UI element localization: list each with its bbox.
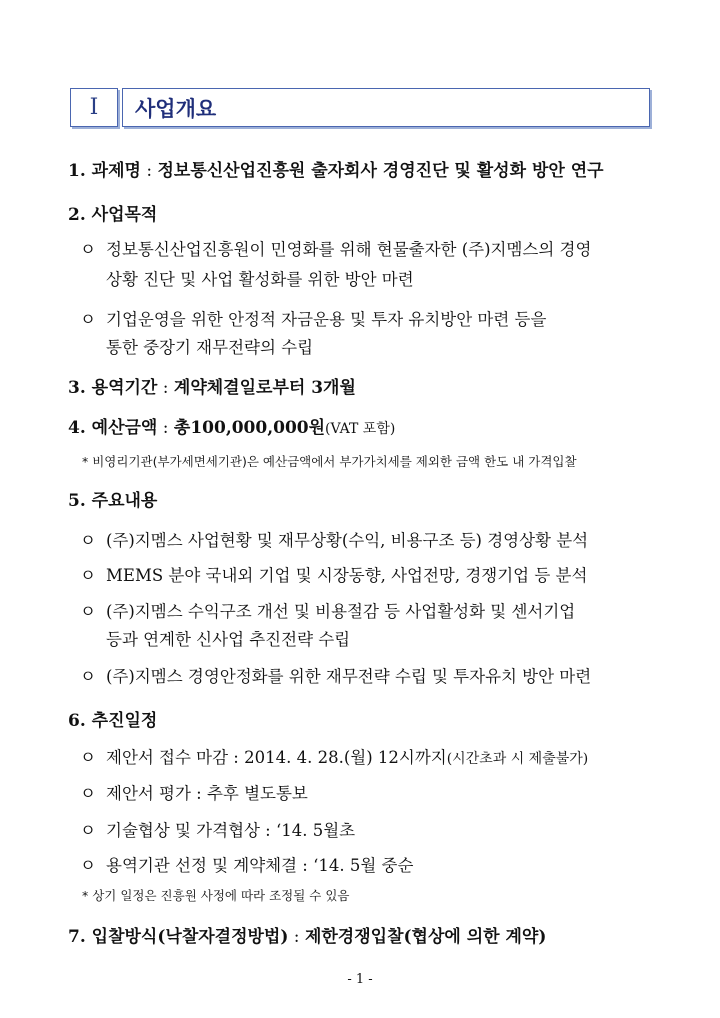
purpose-item-2	[80, 306, 546, 330]
bullet-icon: ㅇ	[80, 821, 96, 840]
schedule-footnote: * 상기 일정은 진흥원 사정에 따라 조정될 수 있음	[82, 888, 350, 903]
bullet-icon: ㅇ	[80, 748, 96, 767]
bidding-method-label: 7. 입찰방식(낙찰자결정방법)	[68, 927, 289, 947]
budget-value: 총100,000,000원	[173, 418, 326, 438]
section-title: 사업개요	[122, 88, 650, 127]
bullet-icon: ㅇ	[80, 856, 96, 875]
service-period-value: 계약체결일로부터 3개월	[173, 378, 356, 398]
main-content-label: 5. 주요내용	[68, 491, 158, 511]
purpose-item-2-line-2: 통한 중장기 재무전략의 수립	[106, 338, 314, 357]
schedule-item-2-text: 제안서 평가 : 추후 별도통보	[106, 784, 308, 803]
schedule-item-4-text: 용역기관 선정 및 계약체결 : ‘14. 5월 중순	[106, 856, 414, 875]
purpose-item-2-line-1: 기업운영을 위한 안정적 자금운용 및 투자 유치방안 마련 등을	[106, 310, 547, 329]
schedule-label: 6. 추진일정	[68, 711, 158, 731]
schedule-item-4	[80, 852, 413, 876]
bullet-icon: ㅇ	[80, 784, 96, 803]
schedule-item-1-text: 제안서 접수 마감 : 2014. 4. 28.(월) 12시까지	[106, 748, 447, 767]
bullet-icon: ㅇ	[80, 566, 96, 585]
service-period-label: 3. 용역기간	[68, 378, 158, 398]
heading-main-content	[68, 486, 157, 511]
section-header	[70, 88, 650, 129]
bullet-icon: ㅇ	[80, 667, 96, 686]
schedule-item-1-note: (시간초과 시 제출불가)	[446, 751, 589, 767]
project-name-value: 정보통신산업진흥원 출자회사 경영진단 및 활성화 방안 연구	[157, 161, 604, 181]
content-item-1-text: (주)지멤스 사업현황 및 재무상황(수익, 비용구조 등) 경영상황 분석	[106, 531, 589, 550]
separator: :	[288, 927, 305, 947]
purpose-item-2-cont	[106, 334, 313, 358]
item-project-name	[68, 156, 604, 181]
budget-vat-note: (VAT 포함)	[325, 421, 396, 437]
page-number: - 1 -	[347, 972, 373, 987]
heading-schedule	[68, 706, 157, 731]
bullet-icon: ㅇ	[80, 602, 96, 621]
purpose-item-1-cont	[106, 266, 414, 290]
purpose-item-1-line-1: 정보통신산업진흥원이 민영화를 위해 현물출자한 (주)지멤스의 경영	[106, 240, 592, 259]
purpose-label: 2. 사업목적	[68, 205, 158, 225]
heading-purpose	[68, 200, 157, 225]
item-budget	[68, 413, 395, 438]
content-item-3-line-1: (주)지멤스 수익구조 개선 및 비용절감 등 사업활성화 및 센서기업	[106, 602, 576, 621]
content-item-2-text: MEMS 분야 국내외 기업 및 시장동향, 사업전망, 경쟁기업 등 분석	[106, 566, 588, 585]
separator: :	[157, 418, 174, 438]
budget-footnote: * 비영리기관(부가세면세기관)은 예산금액에서 부가가치세를 제외한 금액 한도 내 가격입찰	[82, 454, 577, 469]
purpose-item-1-line-2: 상황 진단 및 사업 활성화를 위한 방안 마련	[106, 270, 414, 289]
section-number-box: Ⅰ	[70, 88, 118, 127]
content-item-4-text: (주)지멤스 경영안정화를 위한 재무전략 수립 및 투자유치 방안 마련	[106, 667, 592, 686]
separator: :	[157, 378, 174, 398]
content-item-3-cont	[106, 626, 350, 650]
project-name-label: 1. 과제명	[68, 161, 141, 181]
content-item-1	[80, 527, 588, 551]
item-service-period	[68, 373, 356, 398]
schedule-item-3	[80, 817, 355, 841]
content-item-3-line-2: 등과 연계한 신사업 추진전략 수립	[106, 630, 351, 649]
budget-label: 4. 예산금액	[68, 418, 158, 438]
schedule-item-2	[80, 780, 308, 804]
schedule-item-1	[80, 744, 588, 768]
purpose-item-1	[80, 236, 591, 260]
bullet-icon: ㅇ	[80, 240, 96, 259]
item-bidding-method	[68, 922, 546, 947]
bidding-method-value: 제한경쟁입찰(협상에 의한 계약)	[304, 927, 547, 947]
content-item-3	[80, 598, 575, 622]
bullet-icon: ㅇ	[80, 310, 96, 329]
schedule-item-3-text: 기술협상 및 가격협상 : ‘14. 5월초	[106, 821, 356, 840]
bullet-icon: ㅇ	[80, 531, 96, 550]
separator: :	[140, 161, 158, 181]
content-item-4	[80, 663, 591, 687]
content-item-2	[80, 562, 587, 586]
